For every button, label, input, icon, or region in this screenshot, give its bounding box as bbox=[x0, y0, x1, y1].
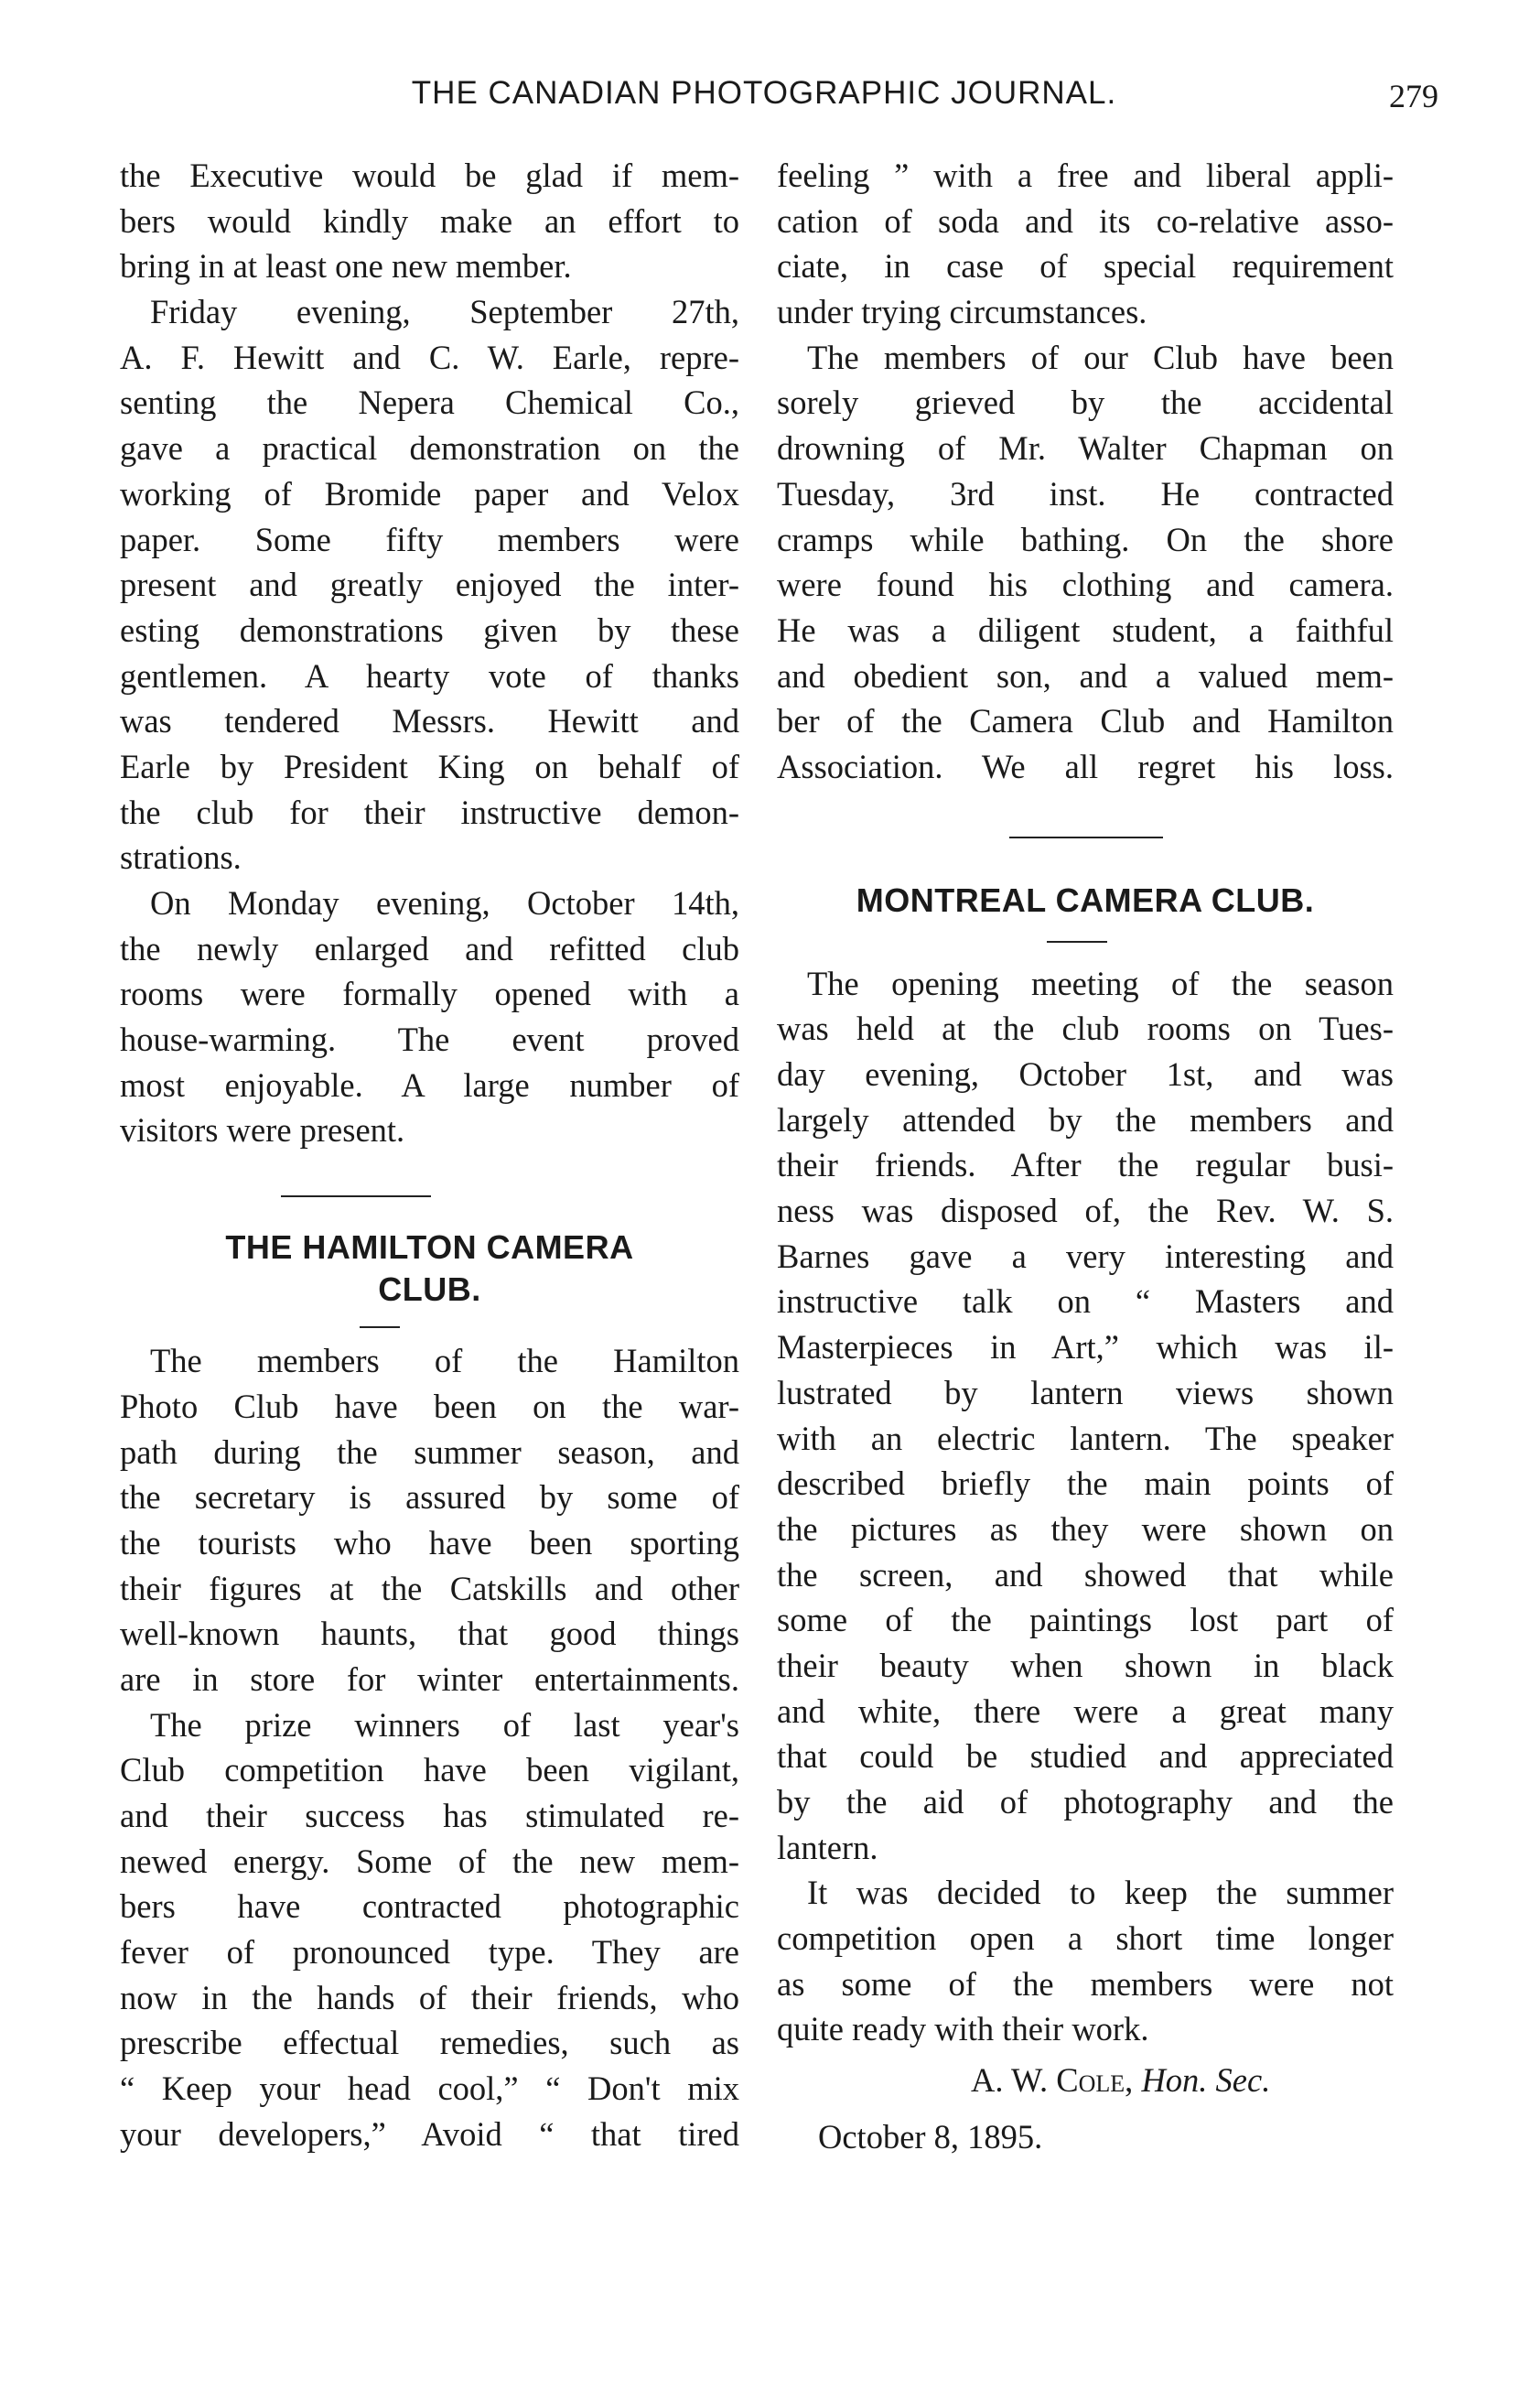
text-line: Association. We all regret his loss. bbox=[777, 747, 1394, 785]
text-line: On Monday evening, October 14th, bbox=[150, 884, 739, 922]
text-line: lustrated by lantern views shown bbox=[777, 1373, 1394, 1411]
text-line: and white, there were a great many bbox=[777, 1691, 1394, 1730]
section-heading-line: CLUB. bbox=[378, 1270, 481, 1309]
section-heading-line: THE HAMILTON CAMERA bbox=[225, 1228, 634, 1267]
text-line: esting demonstrations given by these bbox=[120, 611, 739, 649]
text-line: now in the hands of their friends, who bbox=[120, 1978, 739, 2016]
text-line: competition open a short time longer bbox=[777, 1919, 1394, 1958]
right-bottom-text bbox=[777, 961, 1394, 2053]
text-line: were found his clothing and camera. bbox=[777, 566, 1394, 604]
text-line: gentlemen. A hearty vote of thanks bbox=[120, 656, 739, 695]
page-number: 279 bbox=[1389, 78, 1438, 114]
divider-rule bbox=[1009, 837, 1163, 838]
text-line: the screen, and showed that while bbox=[777, 1555, 1394, 1594]
text-line: most enjoyable. A large number of bbox=[120, 1065, 739, 1104]
text-line: A. F. Hewitt and C. W. Earle, repre- bbox=[120, 338, 739, 376]
heading-underline bbox=[120, 1311, 739, 1338]
text-line: ber of the Camera Club and Hamilton bbox=[777, 702, 1394, 740]
text-line: path during the summer season, and bbox=[120, 1432, 739, 1471]
text-line: and their success has stimulated re- bbox=[120, 1797, 739, 1834]
text-line: “ Keep your head cool,” “ Don't mix bbox=[120, 2069, 739, 2108]
text-line: working of Bromide paper and Velox bbox=[120, 474, 739, 513]
text-line: under trying circumstances. bbox=[777, 293, 1147, 331]
text-line: ciate, in case of special requirement bbox=[777, 247, 1394, 286]
text-line: are in store for winter entertainments. bbox=[120, 1659, 739, 1698]
text-line: visitors were present. bbox=[120, 1111, 405, 1150]
text-line: prescribe effectual remedies, such as bbox=[120, 2024, 739, 2062]
text-line: was tendered Messrs. Hewitt and bbox=[120, 702, 739, 740]
heading-underline bbox=[777, 922, 1394, 961]
text-line: present and greatly enjoyed the inter- bbox=[120, 566, 739, 604]
section-heading-line: MONTREAL CAMERA CLUB. bbox=[856, 881, 1315, 919]
text-line: with an electric lantern. The speaker bbox=[777, 1419, 1394, 1457]
text-line: bers would kindly make an effort to bbox=[120, 201, 739, 240]
page-header bbox=[0, 75, 1540, 121]
running-title: THE CANADIAN PHOTOGRAPHIC JOURNAL. bbox=[411, 75, 1117, 111]
text-line: fever of pronounced type. They are bbox=[120, 1933, 739, 1972]
left-column bbox=[120, 153, 739, 2157]
text-line: sorely grieved by the accidental bbox=[777, 384, 1394, 422]
text-line: newed energy. Some of the new mem- bbox=[120, 1842, 739, 1880]
text-line: Photo Club have been on the war- bbox=[120, 1387, 739, 1425]
text-line: Friday evening, September 27th, bbox=[150, 293, 739, 331]
text-line: bring in at least one new member. bbox=[120, 247, 572, 286]
left-bottom-text bbox=[120, 1338, 739, 2156]
text-line: your developers,” Avoid “ that tired bbox=[120, 2114, 739, 2153]
text-line: paper. Some fifty members were bbox=[120, 520, 739, 558]
text-line: by the aid of photography and the bbox=[777, 1783, 1394, 1821]
section-divider bbox=[777, 790, 1394, 880]
text-line: their figures at the Catskills and other bbox=[120, 1569, 739, 1607]
text-line: the club for their instructive demon- bbox=[120, 793, 739, 831]
text-line: The members of the Hamilton bbox=[150, 1342, 739, 1380]
text-line: The members of our Club have been bbox=[807, 338, 1394, 376]
text-line: house-warming. The event proved bbox=[120, 1021, 739, 1059]
text-line: instructive talk on “ Masters and bbox=[777, 1282, 1394, 1321]
text-line: The prize winners of last year's bbox=[150, 1705, 739, 1744]
signature-title: Hon. Sec. bbox=[1141, 2061, 1271, 2100]
text-line: as some of the members were not bbox=[777, 1964, 1394, 2003]
section-divider bbox=[120, 1153, 739, 1226]
divider-rule bbox=[360, 1326, 400, 1328]
text-line: The opening meeting of the season bbox=[807, 964, 1394, 1002]
text-line: quite ready with their work. bbox=[777, 2010, 1149, 2048]
text-line: day evening, October 1st, and was bbox=[777, 1055, 1394, 1093]
right-top-text bbox=[777, 153, 1394, 790]
text-line: lantern. bbox=[777, 1828, 878, 1866]
text-line: drowning of Mr. Walter Chapman on bbox=[777, 429, 1394, 468]
text-line: that could be studied and appreciated bbox=[777, 1737, 1394, 1776]
text-line: largely attended by the members and bbox=[777, 1100, 1394, 1139]
text-line: Barnes gave a very interesting and bbox=[777, 1237, 1394, 1275]
text-line: gave a practical demonstration on the bbox=[120, 429, 739, 468]
text-line: some of the paintings lost part of bbox=[777, 1601, 1394, 1639]
text-line: well-known haunts, that good things bbox=[120, 1615, 739, 1653]
text-line: the Executive would be glad if mem- bbox=[120, 157, 739, 194]
text-line: Earle by President King on behalf of bbox=[120, 747, 739, 785]
text-line: rooms were formally opened with a bbox=[120, 975, 739, 1013]
text-line: feeling ” with a free and liberal appli- bbox=[777, 157, 1394, 194]
text-line: and obedient son, and a valued mem- bbox=[777, 656, 1394, 695]
text-line: the tourists who have been sporting bbox=[120, 1523, 739, 1561]
text-line: cramps while bathing. On the shore bbox=[777, 520, 1394, 558]
text-line: the pictures as they were shown on bbox=[777, 1509, 1394, 1548]
text-line: the newly enlarged and refitted club bbox=[120, 929, 739, 967]
text-line: He was a diligent student, a faithful bbox=[777, 611, 1394, 649]
right-column bbox=[777, 153, 1394, 2166]
dateline: October 8, 1895. bbox=[818, 2118, 1043, 2156]
signature bbox=[777, 2052, 1394, 2109]
text-line: their friends. After the regular busi- bbox=[777, 1146, 1394, 1184]
text-line: It was decided to keep the summer bbox=[807, 1874, 1394, 1912]
text-line: Masterpieces in Art,” which was il- bbox=[777, 1328, 1394, 1367]
text-line: described briefly the main points of bbox=[777, 1464, 1394, 1503]
text-line: Club competition have been vigilant, bbox=[120, 1751, 739, 1789]
text-line: ness was disposed of, the Rev. W. S. bbox=[777, 1192, 1394, 1230]
text-line: bers have contracted photographic bbox=[120, 1887, 739, 1926]
text-line: senting the Nepera Chemical Co., bbox=[120, 384, 739, 422]
text-line: Tuesday, 3rd inst. He contracted bbox=[777, 474, 1394, 513]
divider-rule bbox=[281, 1195, 431, 1197]
text-line: cation of soda and its co-relative asso- bbox=[777, 201, 1394, 240]
left-top-text bbox=[120, 153, 739, 1153]
text-line: strations. bbox=[120, 838, 242, 877]
text-line: their beauty when shown in black bbox=[777, 1646, 1394, 1684]
divider-rule bbox=[1047, 941, 1107, 943]
text-line: the secretary is assured by some of bbox=[120, 1478, 739, 1517]
text-line: was held at the club rooms on Tues- bbox=[777, 1010, 1394, 1048]
signature-name: A. W. Cole, bbox=[971, 2061, 1134, 2100]
